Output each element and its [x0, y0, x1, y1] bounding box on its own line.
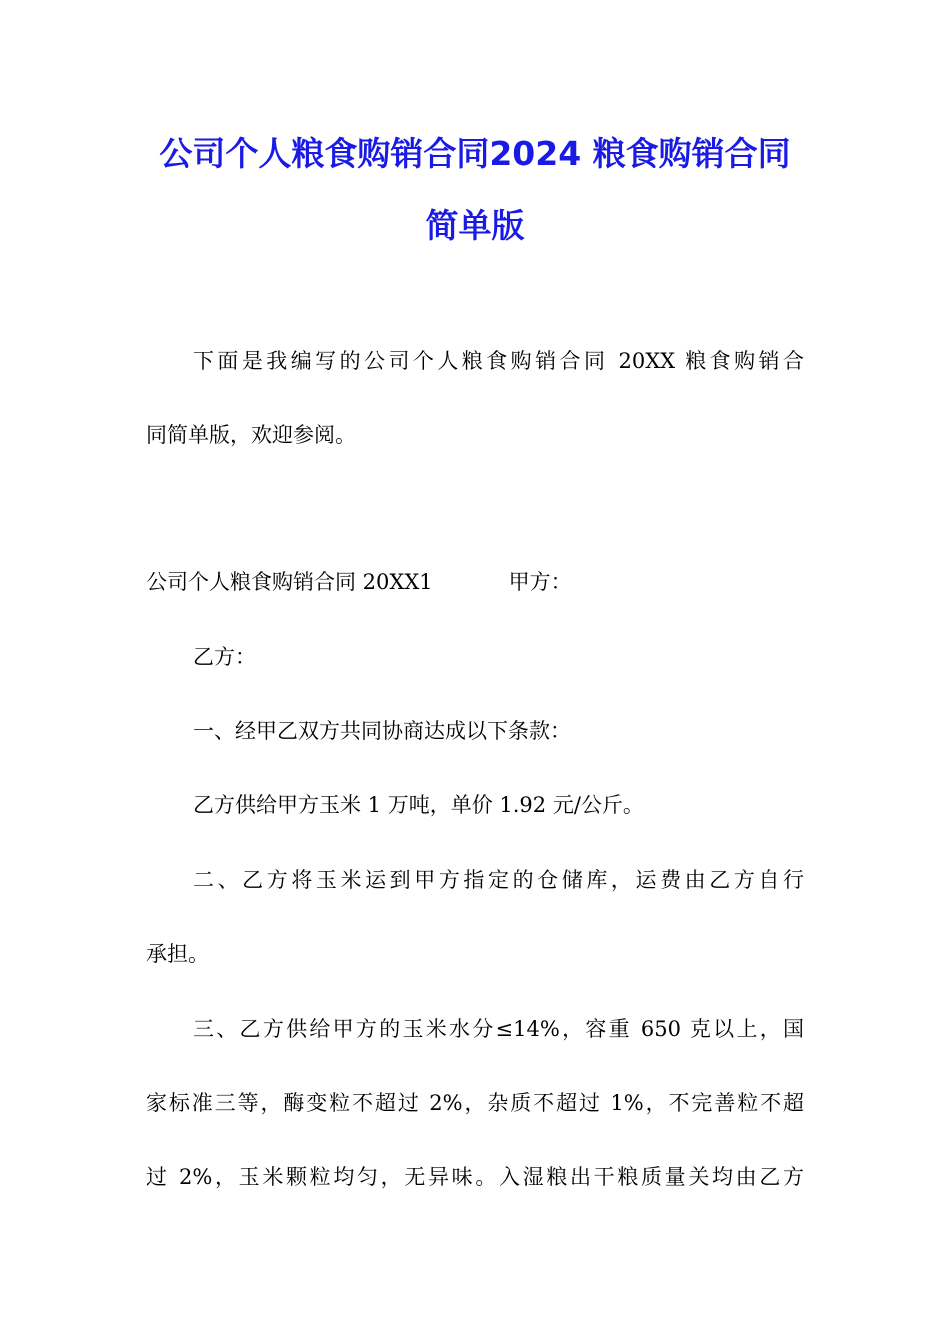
clause-2-line-2: 承担。	[146, 942, 209, 966]
clause-3-line-3: 过 2%，玉米颗粒均匀，无异味。入湿粮出干粮质量关均由乙方	[146, 1165, 804, 1189]
party-b-label: 乙方：	[193, 645, 256, 669]
document-title-line-1: 公司个人粮食购销合同2024 粮食购销合同	[159, 134, 791, 173]
clause-2-line-1: 二、乙方将玉米运到甲方指定的仓储库，运费由乙方自行	[193, 868, 804, 892]
contract-heading-row	[146, 567, 572, 597]
clause-3-line-1: 三、乙方供给甲方的玉米水分≤14%，容重 650 克以上，国	[193, 1017, 804, 1041]
clause-1-detail: 乙方供给甲方玉米 1 万吨，单价 1.92 元/公斤。	[193, 793, 644, 817]
document-title-line-2: 简单版	[425, 206, 525, 245]
intro-paragraph-line-2: 同简单版，欢迎参阅。	[146, 423, 356, 447]
intro-paragraph-line-1: 下面是我编写的公司个人粮食购销合同 20XX 粮食购销合	[193, 349, 804, 373]
clause-3-line-2: 家标准三等，酶变粒不超过 2%，杂质不超过 1%，不完善粒不超	[146, 1091, 804, 1115]
clause-1: 一、经甲乙双方共同协商达成以下条款：	[193, 719, 571, 743]
party-a-label: 甲方：	[508, 570, 572, 594]
contract-heading: 公司个人粮食购销合同 20XX1	[146, 570, 433, 594]
